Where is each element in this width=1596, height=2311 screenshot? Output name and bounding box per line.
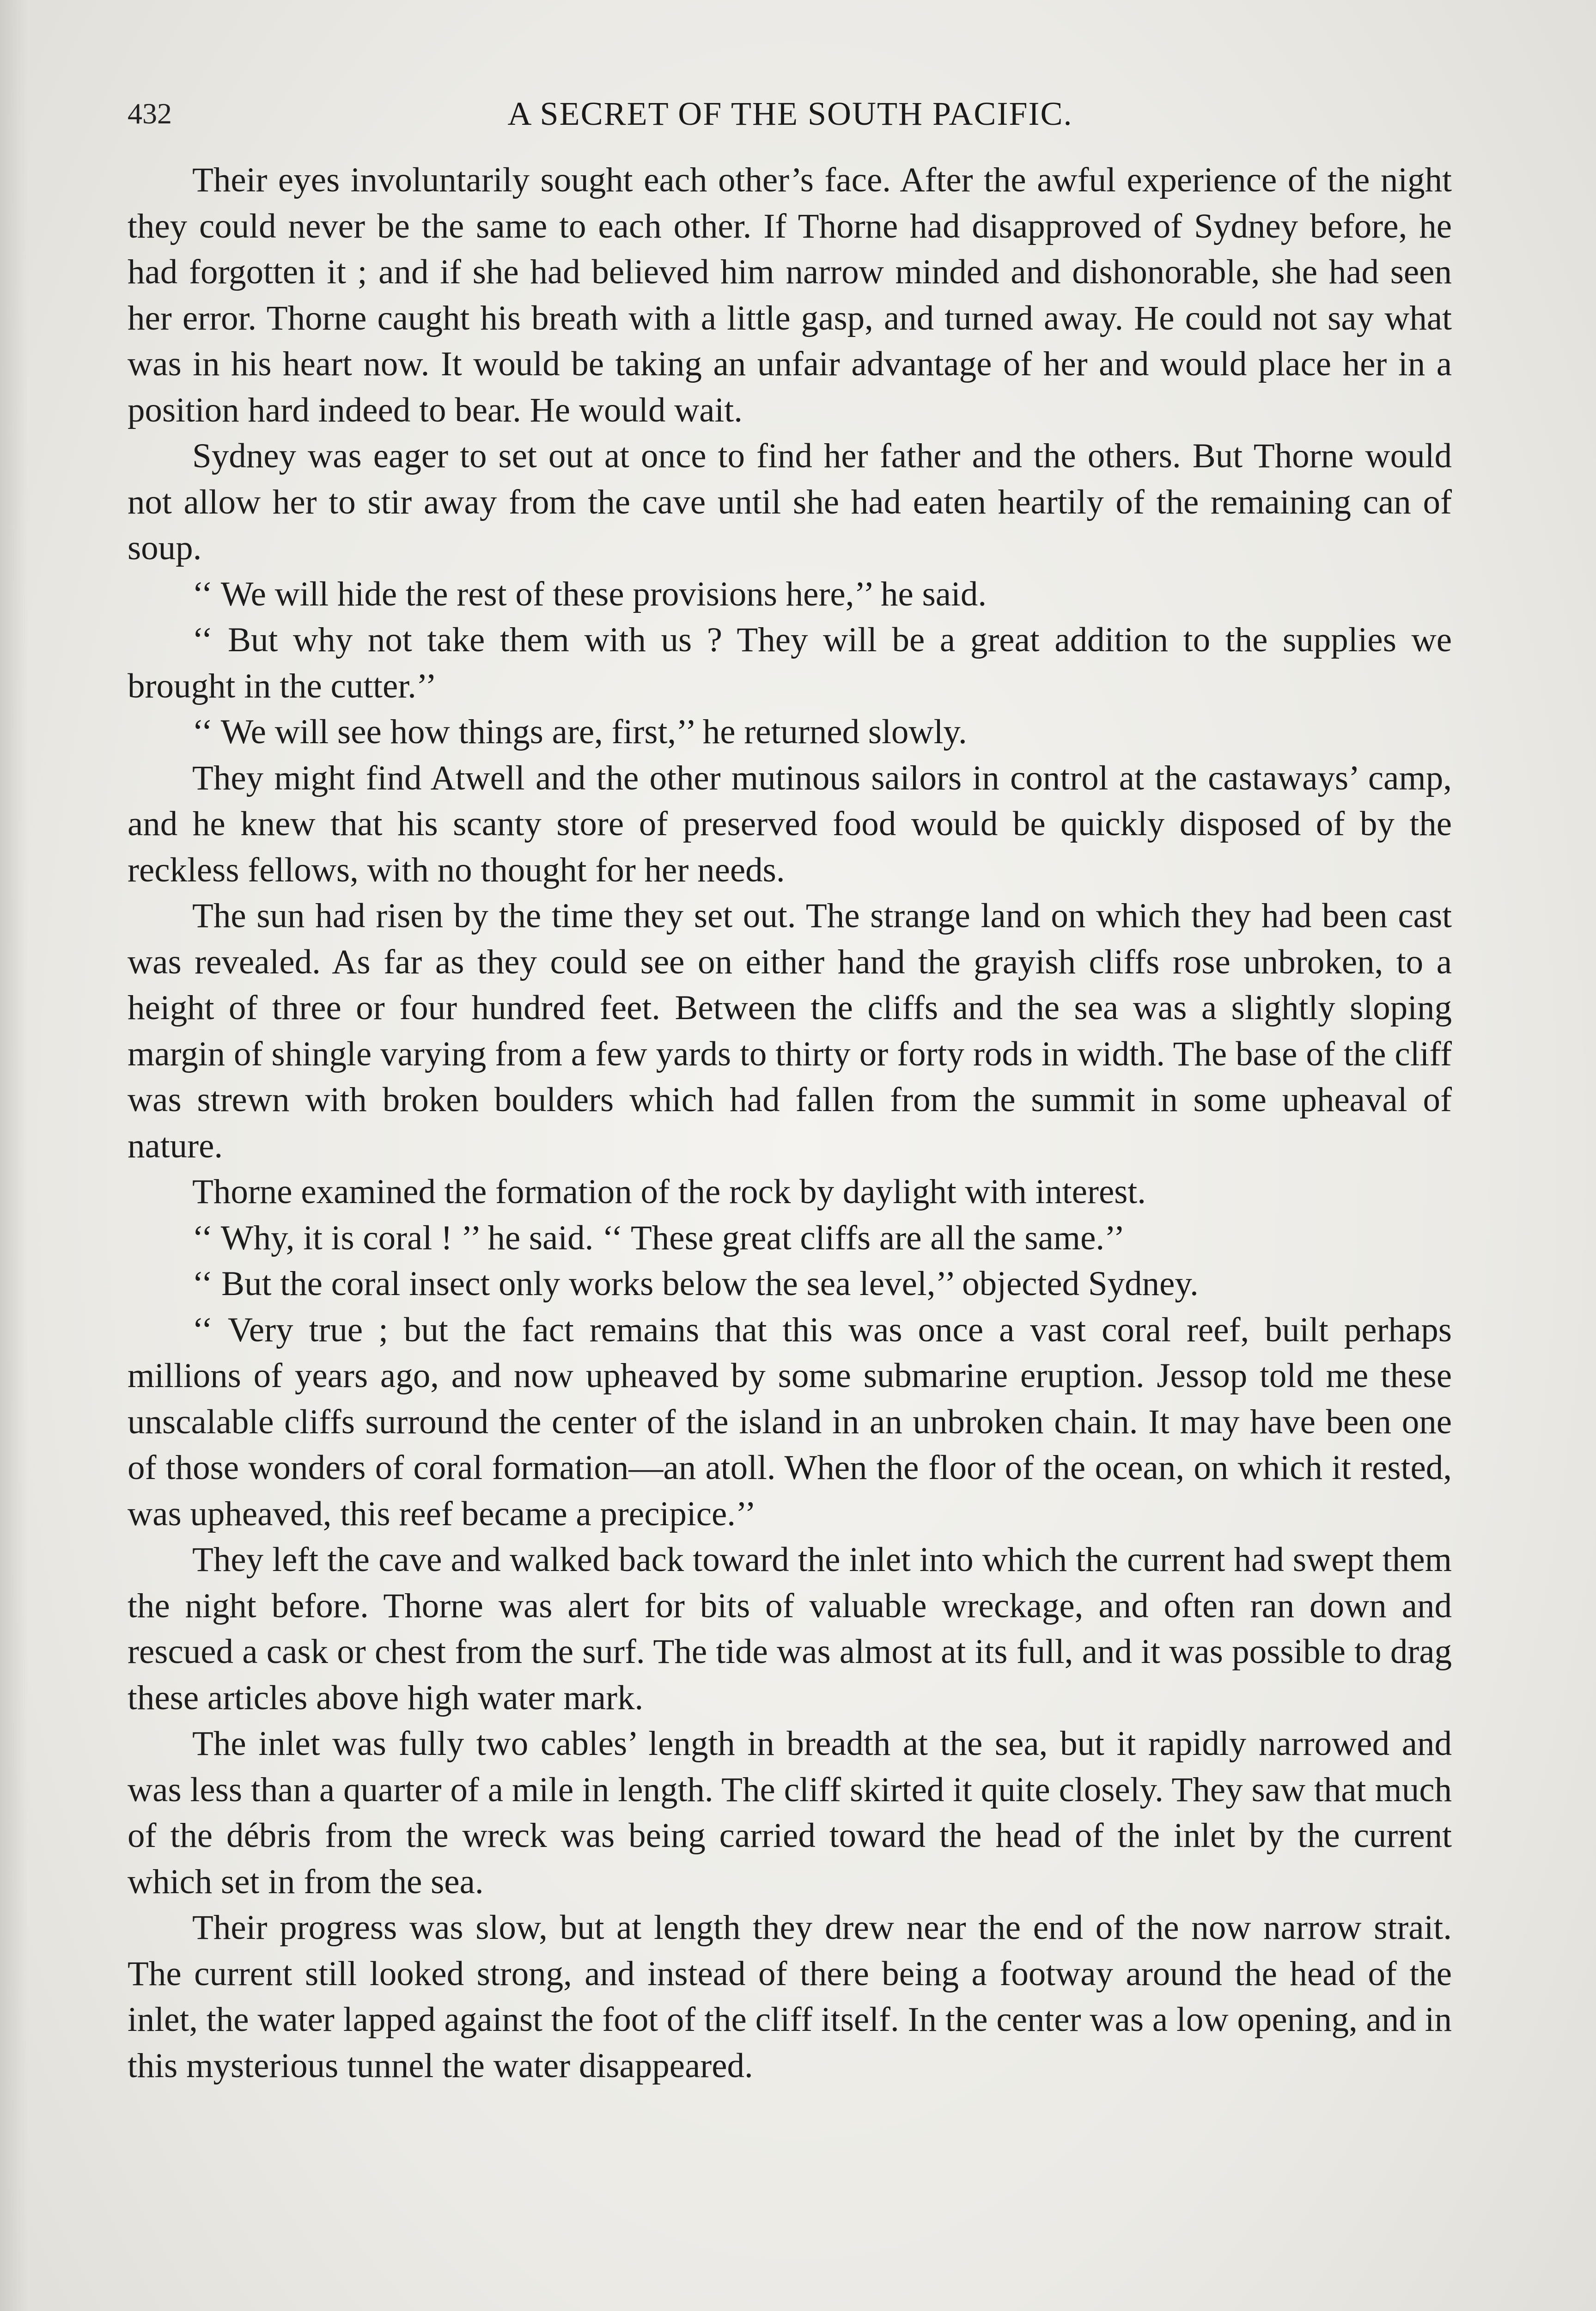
paragraph: They left the cave and walked back toward the inlet into which the current had swept them the night before. Thorne was alert for bits of valuable wreckage, and often ran down and rescued a cask or chest from the surf. The tide was almost at its full, and it was possible to drag these articles above high water mark. [128, 1541, 1452, 1717]
running-head: A SECRET OF THE SOUTH PACIFIC. [507, 95, 1073, 132]
paragraph: Their eyes involuntarily sought each other’s face. After the awful experience of the night they could never be the same to each other. If Thorne had disapproved of Sydney before, he had forgotten it ; and if she had believed him narrow minded and dishonorable, she had seen her error. Thorne caught his breath with a little gasp, and turned away. He could not say what was in his heart now. It would be taking an unfair advantage of her and would place her in a position hard indeed to bear. He would wait. [128, 161, 1452, 429]
page-number: 432 [128, 97, 172, 130]
paragraph: The sun had risen by the time they set out. The strange land on which they had been cast was revealed. As far as they could see on either hand the grayish cliffs rose unbroken, to a height of three or four hundred feet. Between the cliffs and the sea was a slightly sloping margin of shingle varying from a few yards to thirty or forty rods in width. The base of the cliff was strewn with broken boulders which had fallen from the summit in some upheaval of nature. [128, 897, 1452, 1165]
paragraph: ‘‘ Why, it is coral ! ’’ he said. ‘‘ These great cliffs are all the same.’’ [192, 1218, 1125, 1257]
paragraph: Sydney was eager to set out at once to find her father and the others. But Thorne would not allow her to stir away from the cave until she had eaten heartily of the remaining can of soup. [128, 437, 1452, 567]
paragraph: They might find Atwell and the other mutinous sailors in control at the castaways’ camp, and he knew that his scanty store of preserved food would be quickly disposed of by the reckless fellows, with no thought for her needs. [128, 758, 1452, 889]
paragraph: ‘‘ Very true ; but the fact remains that this was once a vast coral reef, built perhaps millions of years ago, and now upheaved by some submarine eruption. Jessop told me these unscalable cliffs surround the center of the island in an unbroken chain. It may have been one of those wonders of coral formation—an atoll. When the floor of the ocean, on which it rested, was upheaved, this reef became a precipice.’’ [128, 1310, 1452, 1533]
body-text [128, 157, 1452, 2089]
paragraph: The inlet was fully two cables’ length in breadth at the sea, but it rapidly narrowed and was less than a quarter of a mile in length. The cliff skirted it quite closely. They saw that much of the débris from the wreck was being carried toward the head of the inlet by the current which set in from the sea. [128, 1724, 1452, 1901]
paragraph: ‘‘ We will hide the rest of these provisions here,’’ he said. [192, 575, 987, 613]
paragraph: Their progress was slow, but at length they drew near the end of the now narrow strait. The current still looked strong, and instead of there being a footway around the head of the inlet, the water lapped against the foot of the cliff itself. In the center was a low opening, and in this mysterious tunnel the water disappeared. [128, 1908, 1452, 2085]
paragraph: Thorne examined the formation of the rock by daylight with interest. [192, 1173, 1146, 1211]
paragraph: ‘‘ But why not take them with us ? They will be a great addition to the supplies we brought in the cutter.’’ [128, 621, 1452, 705]
paragraph: ‘‘ We will see how things are, first,’’ he returned slowly. [192, 713, 967, 751]
paragraph: ‘‘ But the coral insect only works below the sea level,’’ objected Sydney. [192, 1265, 1199, 1303]
page-header [128, 91, 1453, 137]
binding-shadow [0, 0, 28, 2311]
